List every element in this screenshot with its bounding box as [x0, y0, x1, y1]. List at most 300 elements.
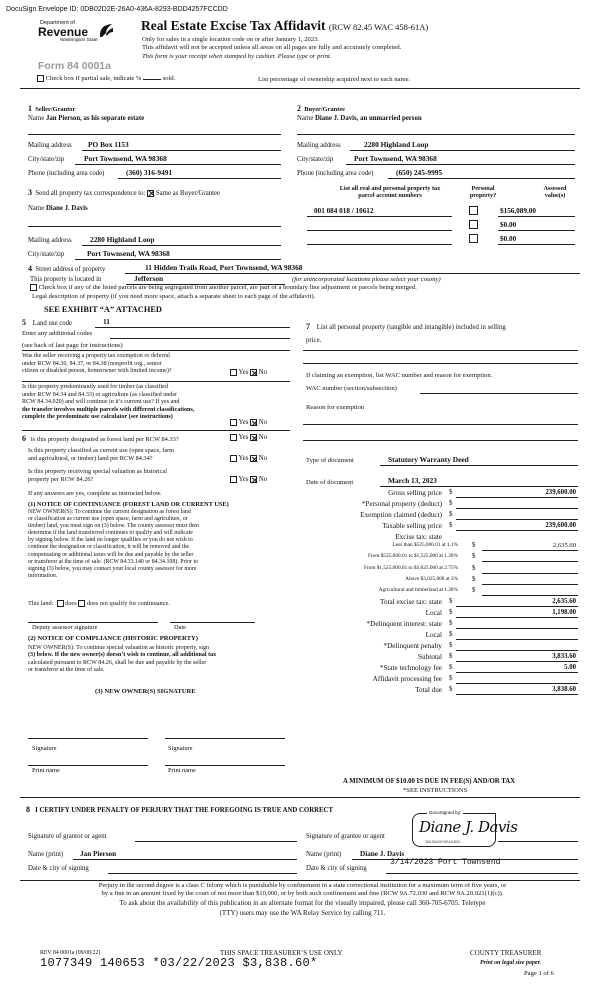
- corr-name-row: [28, 205, 88, 213]
- personal-header: [466, 185, 500, 199]
- field-label: Phone (including area code): [297, 170, 374, 177]
- question-line: and agricultural, or timber) land per RCW 84.34?: [28, 454, 153, 462]
- logo-state: Washington State: [60, 38, 98, 44]
- header-note: This affidavit will not be accepted unless all areas on all pages are fully and accurately completed.: [142, 44, 402, 52]
- buyer-city[interactable]: Port Townsend, WA 98368: [354, 154, 437, 163]
- rule: [303, 440, 578, 441]
- notice-continuance-title: (1) NOTICE OF CONTINUANCE (FOREST LAND OR CURRENT USE): [28, 501, 229, 508]
- yesno: [230, 419, 267, 427]
- question-line: complete the predominate use calculator (see instructions): [22, 414, 173, 421]
- yes-checkbox[interactable]: [230, 455, 237, 462]
- tax-line-value[interactable]: 2,635.60: [552, 597, 576, 605]
- divider: [20, 880, 580, 881]
- tax-line-rule: [482, 573, 578, 574]
- rule: [307, 244, 452, 245]
- divider: [20, 797, 580, 798]
- section-number: 3: [28, 188, 32, 197]
- header-notes: [142, 36, 401, 61]
- tax-line-value[interactable]: 3,833.60: [552, 652, 576, 660]
- rule: [75, 259, 281, 260]
- field-label: Street address of property: [35, 266, 106, 273]
- if-yes-note: If any answers are yes, complete as instructed below.: [28, 490, 162, 497]
- historic-question: [28, 468, 167, 484]
- yes-checkbox[interactable]: [230, 369, 237, 376]
- seller-name[interactable]: Jan Pierson, as his separate estate: [45, 115, 145, 122]
- rule: [498, 230, 575, 231]
- yes-label: Yes: [238, 419, 249, 427]
- notice-line: continue the designation or classification, it will be removed and the: [28, 544, 190, 551]
- tax-line-label: From $1,525,000.01 to $3,025,000 at 2.75%: [363, 564, 458, 571]
- question-line: price.: [306, 337, 322, 344]
- docusign-box: [412, 810, 518, 847]
- question-line: Is this property receiving special valuation as historical: [28, 468, 168, 475]
- section-number: 2: [297, 104, 301, 113]
- rule: [303, 350, 578, 351]
- tax-line-rule: [456, 661, 578, 662]
- treasurer-space-label: THIS SPACE TREASURER’S USE ONLY: [220, 949, 343, 957]
- yesno: [230, 455, 267, 463]
- rule: [498, 841, 578, 842]
- dollar-sign: $: [449, 522, 453, 529]
- assessed-header: [530, 185, 580, 199]
- dollar-sign: $: [472, 575, 476, 583]
- rule: [82, 150, 281, 151]
- header-note: Only for sales in a single location code on or after January 1, 2023.: [142, 36, 320, 43]
- correspondence-label: Send all property tax correspondence to:: [35, 190, 146, 197]
- tax-line-label: Less than $525,000.01 at 1.1%: [392, 542, 458, 548]
- yes-label: Yes: [238, 434, 249, 442]
- parcel-header: [325, 185, 455, 199]
- field-label: Name: [28, 115, 45, 122]
- exemption-question: [22, 353, 172, 376]
- tax-line-label: Total due: [415, 685, 442, 694]
- grantor-date-field[interactable]: [108, 873, 297, 874]
- field-label: Name (print): [306, 851, 342, 858]
- signature-line[interactable]: [28, 738, 148, 739]
- tax-line-label: *State technology fee: [379, 663, 442, 672]
- question-line: property per RCW 84.26?: [28, 475, 94, 483]
- corr-city[interactable]: Port Townsend, WA 98368: [87, 249, 170, 258]
- rule: [388, 178, 575, 179]
- rule: [307, 230, 452, 231]
- section-number: 7: [306, 322, 310, 331]
- dollar-sign: $: [449, 663, 453, 671]
- tax-line-label: Gross selling price: [388, 489, 442, 497]
- notice-line: NEW OWNER(S): To continue the current designation as forest land: [28, 509, 191, 515]
- reason-label: Reason for exemption: [306, 404, 365, 411]
- signature-label: Signature: [32, 745, 57, 752]
- dollar-sign: $: [449, 674, 453, 682]
- notice-line: or classification as current use (open space, farm and agriculture, or: [28, 516, 188, 523]
- corr-mail[interactable]: 2280 Highland Loop: [90, 235, 155, 244]
- logo-name: Revenue: [38, 25, 89, 40]
- deputy-signature-label: Deputy assessor signature: [32, 624, 98, 631]
- divider: [20, 88, 580, 89]
- notice-line: signing (3) below, you may contact your local county assessor for more: [28, 565, 197, 572]
- tax-line-label: *Delinquent penalty: [383, 641, 442, 650]
- same-as-buyer-label: Same as Buyer/Grantee: [155, 190, 221, 197]
- header-line: List all real and personal property tax: [339, 185, 441, 192]
- access-line: To ask about the availability of this publication in an alternate format for the visually impaired, please call 360-705-6705. Teletype: [119, 899, 486, 907]
- question-line: Was the seller receiving a property tax exemption or deferral: [22, 353, 170, 359]
- tax-line-rule: [482, 595, 578, 596]
- field-label: Date of document: [306, 479, 354, 486]
- field-label: Type of document: [306, 457, 354, 464]
- tax-line-label: Excise tax: state: [395, 533, 442, 541]
- question-line: the transfer involves multiple parcels with different classifications,: [22, 406, 195, 413]
- notice-line: information.: [28, 572, 58, 579]
- seller-city[interactable]: Port Townsend, WA 98368: [84, 154, 167, 163]
- tax-line-label: Taxable selling price: [382, 522, 442, 530]
- field-label: Enter any additional codes: [22, 330, 93, 337]
- dollar-sign: $: [449, 597, 453, 605]
- tax-line-rule: [456, 628, 578, 629]
- street-row: [28, 264, 105, 274]
- tax-line-label: Exemption claimed (deduct): [360, 511, 442, 519]
- form-title-ref: (RCW 82.45 WAC 458-61A): [328, 22, 429, 32]
- section-number: 1: [28, 104, 32, 113]
- tax-line-value[interactable]: 2,635.60: [552, 542, 576, 549]
- signature-id: 1B15A6DFAEA04B2...: [425, 840, 463, 844]
- header-line: Personal: [471, 185, 495, 192]
- question-line: Is this property classified as current use (open space, farm: [28, 447, 175, 454]
- revenue-emblem-icon: [97, 22, 115, 40]
- question-line: Is this property designated as forest land per RCW 84.33?: [30, 436, 179, 443]
- signature-label: Signature: [168, 745, 193, 752]
- corr-name[interactable]: Diane J. Davis: [45, 205, 88, 212]
- section-number: 6: [22, 434, 26, 443]
- paper-size-note: Print on legal size paper.: [480, 960, 542, 966]
- grantee-signature-label: Signature of grantee or agent: [306, 833, 385, 840]
- personal-property-checkbox[interactable]: [469, 206, 478, 215]
- partial-sale-checkbox[interactable]: [37, 75, 44, 82]
- seller-header: [28, 104, 75, 113]
- assessed-value[interactable]: $156,089.00: [500, 207, 536, 215]
- rule: [95, 327, 290, 328]
- dollar-sign: $: [472, 553, 476, 561]
- forest-question: [22, 434, 179, 443]
- header-note: This form is your receipt when stamped by cashier. Please type or print.: [142, 52, 332, 60]
- does-label: does: [65, 600, 77, 607]
- grantor-signature-line[interactable]: [135, 841, 297, 842]
- dollar-sign: $: [449, 489, 453, 496]
- rule: [22, 350, 290, 351]
- partial-sale-row: [37, 75, 175, 83]
- field-label: City/state/zip: [297, 156, 334, 163]
- field-label: Date & city of signing: [306, 865, 367, 872]
- partial-percent-field[interactable]: [143, 79, 161, 80]
- certification: [26, 805, 333, 815]
- field-label: City/state/zip: [28, 156, 65, 163]
- partial-sale-label: Check box if partial sale, indicate %: [45, 75, 142, 83]
- land-use-code[interactable]: 11: [103, 317, 110, 326]
- legal-description[interactable]: SEE EXHIBIT “A” ATTACHED: [44, 305, 162, 314]
- header-line: Assessed: [543, 185, 567, 192]
- tax-line-rule: [456, 672, 578, 673]
- tax-line-rule: [456, 683, 578, 684]
- dollar-sign: $: [472, 542, 476, 549]
- dollar-sign: $: [449, 630, 453, 638]
- question-line: Is this property predominantly used for timber (as classified: [22, 384, 168, 390]
- tax-line-rule: [456, 694, 578, 695]
- tax-line-value[interactable]: 239,600.00: [545, 489, 576, 496]
- no-checkbox[interactable]: [250, 419, 257, 426]
- section-title: Buyer/Grantee: [304, 106, 346, 113]
- no-checkbox[interactable]: [250, 455, 257, 462]
- tax-line-rule: [456, 519, 578, 520]
- form-title-row: [141, 18, 428, 34]
- dollar-sign: $: [449, 641, 453, 649]
- tax-line-value[interactable]: 239,600.00: [545, 522, 576, 529]
- rule: [307, 216, 452, 217]
- question-line: RCW 84.34.020) and will continue in it’s current use? If yes and: [22, 399, 180, 406]
- tax-line-rule: [456, 530, 578, 531]
- header-line: property?: [469, 192, 497, 200]
- dollar-sign: $: [472, 587, 476, 595]
- tax-line-value[interactable]: 5.00: [564, 663, 576, 671]
- notice-line: NEW OWNER(S): To continue special valuation as historic property, sign: [28, 645, 210, 651]
- minimum-due-note: A MINIMUM OF $10.00 IS DUE IN FEE(S) AND/OR TAX: [343, 778, 516, 785]
- dollar-sign: $: [449, 619, 453, 627]
- field-label: Mailing address: [28, 237, 72, 244]
- document-date[interactable]: March 13, 2023: [388, 476, 437, 485]
- grantee-date[interactable]: 3/14/2023 Port Townsend: [390, 858, 501, 867]
- perjury-line: by a fine in an amount fixed by the court of not more than $10,000, or by both such confinement and fine (RCW 9A.72.030 and RCW 9A.20.021(1)(c)).: [101, 890, 504, 897]
- dor-logo: [38, 20, 118, 44]
- rule: [82, 245, 281, 246]
- no-label: No: [258, 434, 268, 442]
- notice-line: calculated pursuant to RCW 84.26, shall be due and payable by the seller: [28, 659, 207, 666]
- personal-property-question: [306, 320, 506, 347]
- tax-line-rule: [456, 606, 578, 607]
- county-select[interactable]: Jefferson: [134, 274, 164, 283]
- yesno: [230, 369, 267, 377]
- field-label: Mailing address: [297, 142, 341, 149]
- yes-checkbox[interactable]: [230, 419, 237, 426]
- legal-description-label: Legal description of property (if you need more space, attach a separate sheet to each page of the affidavit).: [32, 293, 316, 300]
- tax-line-label: Subtotal: [418, 652, 442, 661]
- envelope-id: DocuSign Envelope ID: 0DB02D2E-26A0-436A-8293-BDD4257FCCDD: [6, 6, 228, 13]
- tax-line-rule: [456, 497, 578, 498]
- rule: [118, 178, 281, 179]
- dollar-sign: $: [449, 652, 453, 660]
- seller-phone[interactable]: (360) 316-9491: [126, 168, 173, 177]
- seller-name-row: [28, 115, 144, 123]
- header-line: parcel account numbers: [358, 192, 422, 200]
- field-note: (see back of last page for instructions): [22, 342, 123, 349]
- notice-line: by signing below. If the land no longer qualifies or you do not wish to: [28, 537, 193, 544]
- field-label: Name (print): [28, 851, 64, 858]
- seller-mail[interactable]: [88, 141, 279, 150]
- rule: [28, 134, 281, 135]
- question-line: under RCW 84.36, 84.37, or 84.38 (nonprofit org., senior: [22, 360, 162, 367]
- rule: [380, 486, 578, 487]
- rule: [170, 622, 255, 623]
- access-line: (TTY) users may use the WA Relay Service by calling 711.: [219, 908, 386, 917]
- dollar-sign: $: [449, 500, 453, 507]
- does-not-label: does not qualify for continuance.: [86, 600, 170, 607]
- yes-label: Yes: [238, 455, 249, 463]
- same-as-buyer-checkbox[interactable]: [147, 190, 154, 197]
- question-line: List all personal property (tangible and intangible) included in selling: [316, 324, 506, 331]
- question-line: citizen or disabled person, homeowner with limited income)?: [22, 368, 172, 375]
- tax-line-rule: [482, 561, 578, 562]
- partial-sale-suffix: sold.: [162, 75, 176, 83]
- wac-label: WAC number (section/subsection): [306, 385, 397, 392]
- no-label: No: [258, 455, 268, 463]
- tax-line-rule: [456, 617, 578, 618]
- timber-question: [22, 384, 194, 422]
- accessibility-notice: [30, 899, 575, 918]
- wac-field[interactable]: [420, 393, 578, 394]
- no-checkbox[interactable]: [250, 476, 257, 483]
- notice-line: (3) below. If the new owner(s) doesn’t wish to continue, all additional tax: [28, 652, 217, 659]
- buyer-header: [297, 104, 345, 113]
- tax-line-label: Local: [425, 630, 442, 639]
- no-label: No: [258, 476, 268, 484]
- rule: [73, 859, 297, 860]
- rule: [110, 338, 290, 339]
- dollar-sign: $: [449, 685, 453, 693]
- header-line: value(s): [544, 192, 566, 200]
- rule: [297, 134, 575, 135]
- form-revision: REV 84 0001a (09/08/22): [40, 950, 101, 956]
- section-number: 4: [28, 264, 32, 273]
- tax-line-label: *Delinquent interest: state: [366, 619, 442, 628]
- tax-line-label: From $525,000.01 to $1,525,000 at 1.28%: [367, 553, 458, 560]
- section-title: Seller/Grantor: [35, 106, 76, 113]
- notice-line: determine if the land transferred continues to qualify and will indicate: [28, 530, 193, 537]
- page-number: Page 1 of 6: [524, 970, 554, 977]
- field-label: Land use code: [32, 320, 73, 327]
- field-label: This property is located in: [30, 276, 102, 283]
- see-instructions: *SEE INSTRUCTIONS: [403, 787, 468, 794]
- deputy-date-label: Date: [174, 624, 186, 631]
- tax-line-value[interactable]: 3,838.60: [552, 685, 576, 693]
- print-name-line[interactable]: [28, 765, 148, 766]
- personal-property-checkbox[interactable]: [469, 234, 478, 243]
- personal-property-checkbox[interactable]: [469, 220, 478, 229]
- yesno: [230, 476, 267, 484]
- segregation-row: [30, 284, 417, 292]
- tax-line-label: Agricultural and timberland at 1.28%: [378, 587, 458, 594]
- tax-line-label: Above $3,025,000 at 3%: [405, 575, 458, 582]
- grantee-name[interactable]: Diane J. Davis: [360, 850, 405, 858]
- grantor-name[interactable]: Jan Pierson: [80, 850, 117, 858]
- county-treasurer-label: COUNTY TREASURER: [470, 949, 542, 957]
- field-label: Name: [28, 205, 45, 212]
- perjury-line: Perjury in the second degree is a class C felony which is punishable by confinement in a state correctional institution for a maximum term of five years, or: [98, 882, 507, 889]
- field-label: City/state/zip: [28, 251, 65, 258]
- notice-compliance-text: [28, 645, 216, 675]
- form-title: Real Estate Excise Tax Affidavit: [141, 18, 326, 33]
- signature-line[interactable]: [165, 738, 285, 739]
- notice-line: or transferor at the time of sale.: [28, 667, 105, 674]
- rule: [75, 164, 281, 165]
- ownership-note: List percentage of ownership acquired next to each name.: [258, 76, 411, 83]
- current-use-question: [28, 447, 174, 463]
- field-label: Phone (including area code): [28, 170, 105, 177]
- logo-dept: Department of: [40, 20, 75, 26]
- buyer-name[interactable]: Diane J. Davis, an unmarried person: [314, 115, 422, 122]
- land-use-row: [22, 318, 72, 328]
- notice-line: or transferor at the time of sale. (RCW 84.33.140 or 84.34.108). Prior to: [28, 558, 199, 565]
- yes-checkbox[interactable]: [230, 434, 237, 441]
- question-line: under RCW 84.34 and 84.33) or agriculture (as classified under: [22, 391, 178, 398]
- tax-line-rule: [482, 550, 578, 551]
- rule: [303, 363, 578, 364]
- rule: [350, 150, 575, 151]
- rule: [380, 465, 578, 466]
- field-label: This land:: [28, 600, 54, 607]
- buyer-name-row: [297, 115, 422, 123]
- assessed-value[interactable]: $0.00: [500, 235, 517, 243]
- buyer-phone[interactable]: (650) 245-9995: [396, 168, 443, 177]
- grantee-signature[interactable]: Diane J. Davis: [419, 818, 518, 836]
- notice-compliance-title: (2) NOTICE OF COMPLIANCE (HISTORIC PROPERTY): [28, 635, 198, 642]
- tax-line-label: Total excise tax: state: [380, 597, 442, 606]
- section-number: 8: [26, 805, 30, 814]
- notice-line: compensating or additional taxes will be due and payable by the seller: [28, 551, 194, 558]
- field-label: Name: [297, 115, 314, 122]
- property-address[interactable]: 11 Hidden Trails Road, Port Townsend, WA 98368: [145, 263, 303, 272]
- assessed-value[interactable]: $0.00: [500, 221, 517, 229]
- form-number: Form 84 0001a: [38, 60, 111, 72]
- does-checkbox[interactable]: [57, 600, 64, 607]
- dollar-sign: $: [472, 564, 476, 572]
- land-qualify-row: [28, 600, 170, 607]
- yes-label: Yes: [238, 369, 249, 377]
- tax-line-label: Local: [425, 608, 442, 617]
- rule: [22, 381, 290, 382]
- tax-line-rule: [482, 584, 578, 585]
- segregation-label: Check box if any of the listed parcels are being segregated from another parcel, are part of a boundary line adjustment or parcels being merged.: [38, 284, 417, 292]
- no-checkbox[interactable]: [250, 434, 257, 441]
- rule: [498, 244, 575, 245]
- yes-checkbox[interactable]: [230, 476, 237, 483]
- rule: [28, 622, 158, 623]
- parcel-number[interactable]: 001 084 018 / 10612: [314, 207, 374, 215]
- buyer-mail[interactable]: 2280 Highland Loop: [364, 140, 429, 149]
- document-type[interactable]: Statutory Warranty Deed: [388, 455, 469, 464]
- print-name-label: Print name: [168, 767, 196, 774]
- no-label: No: [258, 369, 268, 377]
- section-number: 5: [22, 318, 26, 327]
- tax-line-rule: [456, 508, 578, 509]
- field-label: Mailing address: [28, 142, 72, 149]
- docusigned-label: DocuSigned by:: [429, 810, 462, 815]
- rule: [386, 873, 578, 874]
- segregation-checkbox[interactable]: [30, 284, 37, 291]
- tax-line-value[interactable]: 1,198.00: [552, 608, 576, 616]
- rule: [125, 273, 580, 274]
- new-owner-signature-title: (3) NEW OWNER(S) SIGNATURE: [95, 688, 196, 695]
- yes-label: Yes: [238, 476, 249, 484]
- county-note: (for unincorporated locations please select your county): [292, 276, 441, 283]
- notice-line: timber) land, you must sign on (3) below. The county assessor must then: [28, 523, 199, 530]
- no-checkbox[interactable]: [250, 369, 257, 376]
- print-name-line[interactable]: [165, 765, 285, 766]
- field-label: Date & city of signing: [28, 865, 89, 872]
- tax-line-rule: [456, 639, 578, 640]
- tax-line-rule: [456, 650, 578, 651]
- yesno: [230, 434, 267, 442]
- reason-field[interactable]: [303, 424, 578, 425]
- rule: [22, 430, 290, 431]
- does-not-checkbox[interactable]: [78, 600, 85, 607]
- dollar-sign: $: [449, 608, 453, 616]
- no-label: No: [258, 419, 268, 427]
